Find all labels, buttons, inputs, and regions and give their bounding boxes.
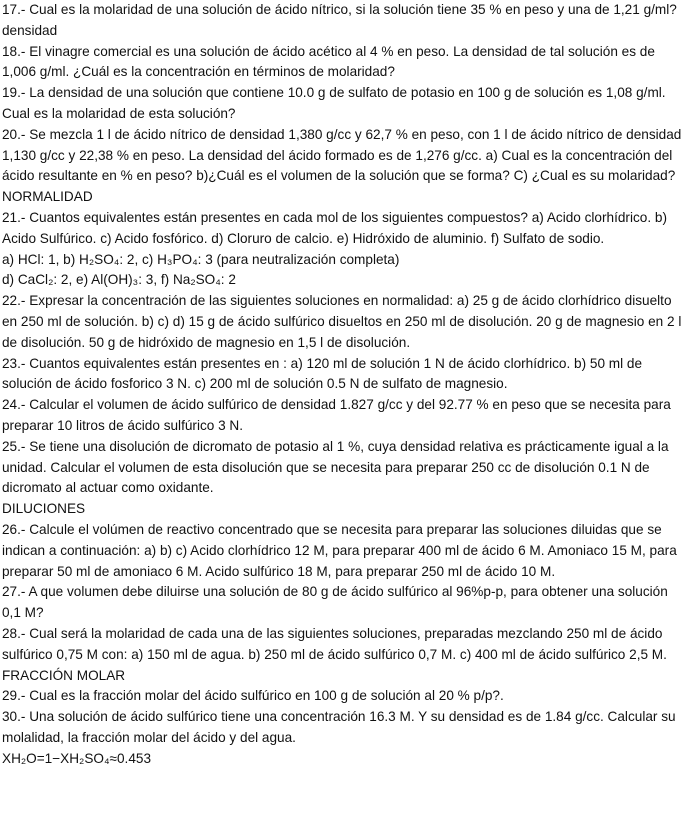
- problem-24: 24.- Calcular el volumen de ácido sulfúrico de densidad 1.827 g/cc y del 92.77 % en peso que se necesita para preparar 10 litros de ácido sulfúrico 3 N.: [2, 397, 671, 433]
- problem-23: 23.- Cuantos equivalentes están presentes en : a) 120 ml de solución 1 N de ácido clorhídrico. b) 50 ml de solución de ácido fosforico 3 N. c) 200 ml de solución 0.5 N de sulfato de magnesio.: [2, 355, 643, 392]
- problem-18: 18.- El vinagre comercial es una solución de ácido acético al 4 % en peso. La densidad de tal solución es de 1,006 g/ml. ¿Cuál es la concentración en términos de molaridad?: [2, 43, 655, 80]
- section-heading-diluciones: DILUCIONES: [2, 501, 86, 517]
- problem-30: 30.- Una solución de ácido sulfúrico tiene una concentración 16.3 M. Y su densidad es de 1.84 g/cc. Calcular su molalidad, la fracción molar del ácido y del agua.: [2, 709, 676, 745]
- problem-27: 27.- A que volumen debe diluirse una solución de 80 g de ácido sulfúrico al 96%p-p, para obtener una solución 0,1 M?: [2, 584, 668, 621]
- problem-21: 21.- Cuantos equivalentes están presentes en cada mol de los siguientes compuestos? a) Acido clorhídrico. b) Acido Sulfúrico. c) Acido fosfórico. d) Cloruro de calcio. e) Hidróxido de aluminio. f) Sulfato de sodio.: [2, 209, 667, 246]
- problem-22: 22.- Expresar la concentración de las siguientes soluciones en normalidad: a) 25 g de ácido clorhídrico disuelto en 250 ml de solución. b) c) d) 15 g de ácido sulfúrico disueltos en 250 ml de disolución. 20 g de magnesio en 2 l de disolución. 50 g de hidróxido de magnesio en 1,5 l de disolución.: [2, 293, 682, 350]
- problem-21-answer-1: a) HCl: 1, b) H₂SO₄: 2, c) H₃PO₄: 3 (para neutralización completa): [2, 251, 400, 267]
- problem-21-answer-2: d) CaCl₂: 2, e) Al(OH)₃: 3, f) Na₂SO₄: 2: [2, 272, 236, 288]
- problem-19: 19.- La densidad de una solución que contiene 10.0 g de sulfato de potasio en 100 g de solución es 1,08 g/ml. Cual es la molaridad de esta solución?: [2, 85, 666, 121]
- problem-20: 20.- Se mezcla 1 l de ácido nítrico de densidad 1,380 g/cc y 62,7 % en peso, con 1 l de ácido nítrico de densidad 1,130 g/cc y 22,38 % en peso. La densidad del ácido formado es de 1,276 g/cc. a) Cual es la concentración del ácido resultante en % en peso? b)¿Cuál es el volumen de la solución que se forma? C) ¿Cual es su molaridad?: [2, 126, 682, 184]
- section-heading-fraccion-molar: FRACCIÓN MOLAR: [2, 667, 126, 683]
- problem-29: 29.- Cual es la fracción molar del ácido sulfúrico en 100 g de solución al 20 % p/p?.: [2, 688, 504, 704]
- problem-17: 17.- Cual es la molaridad de una solución de ácido nítrico, si la solución tiene 35 % en peso y una de 1,21 g/ml? densidad: [2, 2, 677, 38]
- problem-28: 28.- Cual será la molaridad de cada una de las siguientes soluciones, preparadas mezclando 250 ml de ácido sulfúrico 0,75 M con: a) 150 ml de agua. b) 250 ml de ácido sulfúrico 0,7 M. c) 400 ml de ácido sulfúrico 2,5 M.: [2, 625, 667, 662]
- problem-26: 26.- Calcule el volúmen de reactivo concentrado que se necesita para preparar las soluciones diluidas que se indican a continuación: a) b) c) Acido clorhídrico 12 M, para preparar 400 ml de ácido 6 M. Amoniaco 15 M, para preparar 50 ml de amoniaco 6 M. Acido sulfúrico 18 M, para preparar 250 ml de ácido 10 M.: [2, 521, 677, 579]
- section-heading-normalidad: NORMALIDAD: [2, 189, 93, 205]
- problem-30-answer: XH₂O=1−XH₂SO₄≈0.453: [2, 750, 152, 766]
- problem-25: 25.- Se tiene una disolución de dicromato de potasio al 1 %, cuya densidad relativa es prácticamente igual a la unidad. Calcular el volumen de esta disolución que se necesita para preparar 250 cc de disolución 0.1 N de dicromato al actuar como oxidante.: [2, 438, 669, 496]
